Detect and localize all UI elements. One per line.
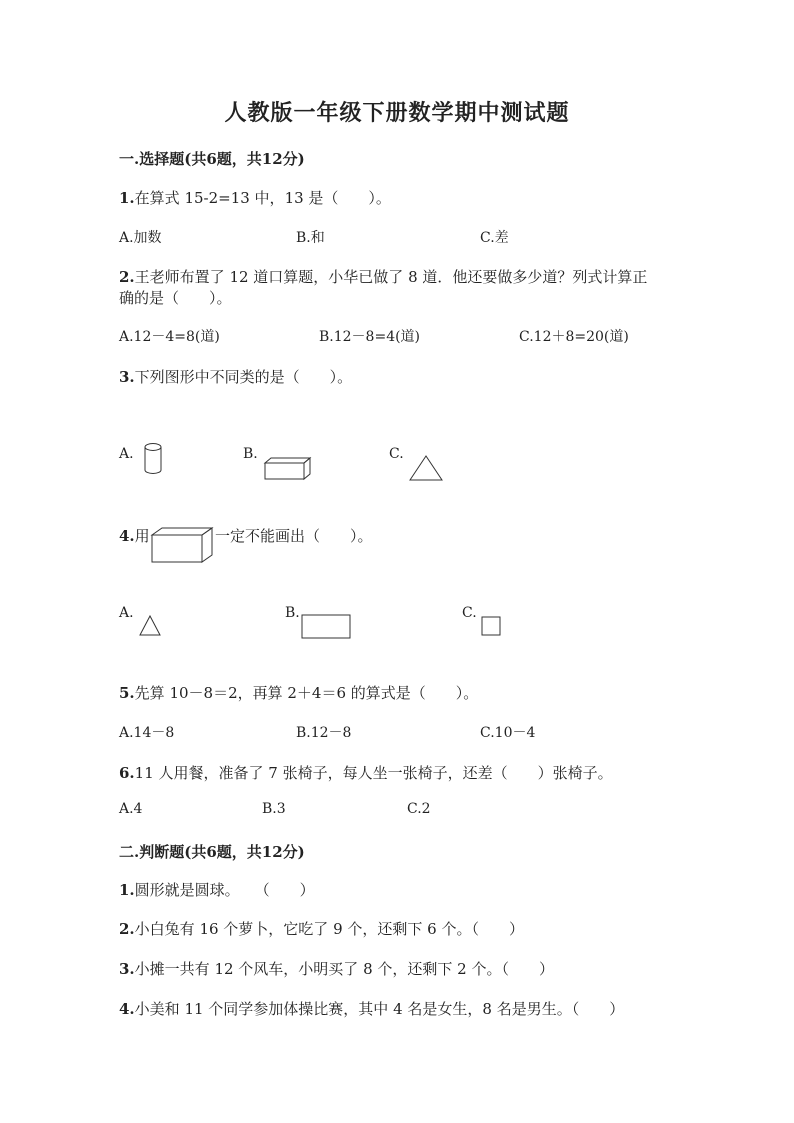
question-2-line-1 [119, 266, 647, 287]
question-number: 4. [119, 1000, 135, 1018]
square-icon [481, 616, 503, 638]
q3-option-a: A. [119, 446, 134, 462]
rectangle-icon [301, 614, 353, 640]
question-number: 1. [119, 881, 135, 899]
question-number: 3. [119, 368, 135, 386]
q1-option-c: C.差 [480, 230, 509, 246]
q5-option-a: A.14－8 [119, 725, 175, 741]
question-text: 圆形就是圆球。 （ ） [134, 881, 315, 899]
judgment-1 [119, 879, 315, 900]
q1-option-a: A.加数 [119, 230, 162, 246]
triangle-icon [408, 454, 446, 482]
q5-option-c: C.10－4 [480, 725, 536, 741]
question-number: 3. [119, 960, 135, 978]
question-text: 小摊一共有 12 个风车，小明买了 8 个，还剩下 2 个。（ ） [134, 960, 554, 978]
question-5 [119, 682, 478, 703]
q1-option-b: B.和 [296, 230, 325, 246]
question-text: 王老师布置了 12 道口算题，小华已做了 8 道．他还要做多少道？列式计算正 [134, 268, 648, 286]
cuboid-icon [265, 457, 313, 481]
q3-option-c: C. [389, 446, 404, 462]
question-6 [119, 762, 613, 783]
question-number: 5. [119, 684, 135, 702]
question-1 [119, 187, 391, 208]
question-number: 6. [119, 764, 135, 782]
question-text: 小美和 11 个同学参加体操比赛，其中 4 名是女生，8 名是男生。（ ） [134, 1000, 625, 1018]
q4-option-c: C. [462, 605, 477, 621]
judgment-3 [119, 958, 554, 979]
question-2-line-2: 确的是（ ）。 [119, 289, 232, 307]
q3-option-b: B. [243, 446, 258, 462]
q4-option-b: B. [285, 605, 300, 621]
question-text: 小白兔有 16 个萝卜，它吃了 9 个，还剩下 6 个。（ ） [134, 920, 524, 938]
q6-option-c: C.2 [407, 801, 431, 817]
q6-option-b: B.3 [262, 801, 286, 817]
question-number: 2. [119, 268, 135, 286]
judgment-2 [119, 918, 524, 939]
q2-option-a: A.12－4=8(道) [119, 329, 220, 345]
q2-option-c: C.12＋8=20(道) [519, 329, 629, 345]
cuboid-icon [152, 527, 214, 565]
q4-option-a: A. [119, 605, 134, 621]
q2-option-b: B.12－8=4(道) [319, 329, 421, 345]
cylinder-icon [143, 442, 165, 476]
triangle-icon [139, 613, 163, 637]
section-heading-choice: 一.选择题(共6题，共12分) [119, 150, 305, 168]
page-title: 人教版一年级下册数学期中测试题 [224, 100, 570, 126]
question-4-text: 一定不能画出（ ）。 [215, 527, 373, 545]
question-text: 下列图形中不同类的是（ ）。 [134, 368, 353, 386]
question-text: 用 [134, 527, 150, 545]
q6-option-a: A.4 [119, 801, 143, 817]
question-text: 先算 10－8＝2，再算 2＋4＝6 的算式是（ ）。 [134, 684, 479, 702]
question-number: 2. [119, 920, 135, 938]
question-4-lead [119, 525, 150, 546]
question-text: 在算式 15-2=13 中，13 是（ ）。 [134, 189, 391, 207]
question-number: 4. [119, 527, 135, 545]
question-number: 1. [119, 189, 135, 207]
question-3 [119, 366, 352, 387]
judgment-4 [119, 998, 624, 1019]
q5-option-b: B.12－8 [296, 725, 352, 741]
question-text: 11 人用餐，准备了 7 张椅子，每人坐一张椅子，还差（ ）张椅子。 [134, 764, 613, 782]
section-heading-judgment: 二.判断题(共6题，共12分) [119, 843, 305, 861]
